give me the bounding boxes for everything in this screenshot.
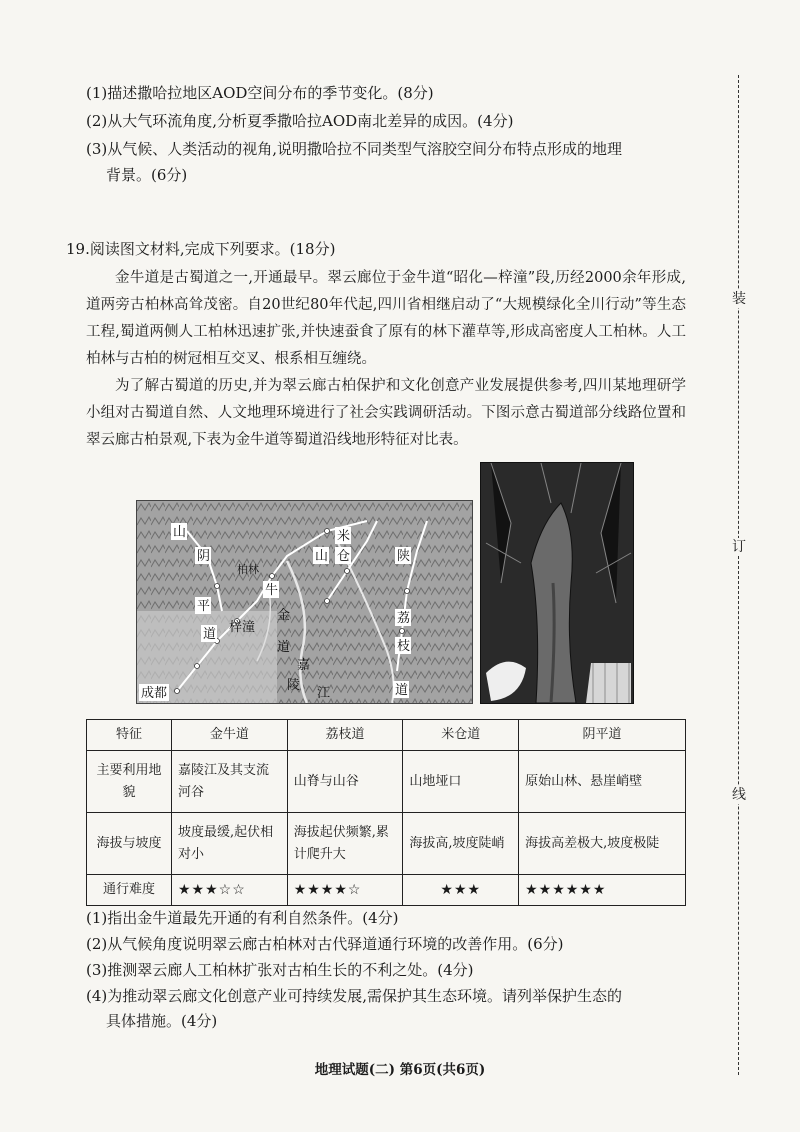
- map-label: 嘉: [297, 658, 311, 673]
- difficulty-stars: ★★★★★★: [519, 875, 686, 906]
- question-19-3: (3)推测翠云廊人工柏林扩张对古柏生长的不利之处。(4分): [86, 961, 474, 979]
- map-label: 道: [277, 640, 291, 655]
- table-header: 特征: [87, 720, 172, 751]
- table-header: 荔枝道: [287, 720, 403, 751]
- map-label: 枝: [397, 639, 411, 654]
- binding-dashed-line: [738, 75, 739, 1075]
- map-label: 米: [337, 529, 351, 544]
- table-row-label: 海拔与坡度: [87, 813, 172, 875]
- table-header: 阴平道: [519, 720, 686, 751]
- map-label: 荔: [397, 611, 411, 626]
- table-cell: 海拔起伏频繁,累计爬升大: [287, 813, 403, 875]
- question-top-3: (3)从气候、人类活动的视角,说明撒哈拉不同类型气溶胶空间分布特点形成的地理: [86, 140, 623, 158]
- table-cell: 坡度最缓,起伏相对小: [171, 813, 287, 875]
- table-header-row: [87, 720, 686, 751]
- table-cell: 海拔高,坡度陡峭: [403, 813, 519, 875]
- question-top-1: (1)描述撒哈拉地区AOD空间分布的季节变化。(8分): [86, 84, 434, 102]
- map-label: 平: [197, 599, 211, 614]
- question-19-4-cont: 具体措施。(4分): [106, 1012, 218, 1030]
- table-cell: 海拔高差极大,坡度极陡: [519, 813, 686, 875]
- map-label: 陕: [397, 549, 411, 564]
- table-row-label: 主要利用地貌: [87, 751, 172, 813]
- question-19-4: (4)为推动翠云廊文化创意产业可持续发展,需保护其生态环境。请列举保护生态的: [86, 987, 623, 1005]
- table-row: [87, 751, 686, 813]
- ancient-cypress-photo: [480, 462, 634, 704]
- map-label: 柏林: [237, 563, 259, 576]
- map-label: 山: [315, 549, 329, 564]
- table-row: [87, 875, 686, 906]
- map-label: 道: [203, 627, 217, 642]
- question-19-heading: 19.阅读图文材料,完成下列要求。(18分): [66, 240, 336, 258]
- table-cell: 原始山林、悬崖峭壁: [519, 751, 686, 813]
- map-label: 阴: [197, 549, 211, 564]
- difficulty-stars: ★★★★☆: [287, 875, 403, 906]
- map-label: 山: [173, 525, 187, 540]
- map-label: 江: [317, 686, 331, 701]
- binding-mark-xian: 线: [732, 787, 746, 803]
- table-cell: 山地垭口: [403, 751, 519, 813]
- map-graphic: [137, 501, 472, 703]
- table-header: 米仓道: [403, 720, 519, 751]
- map-label: 牛: [265, 583, 279, 598]
- question-19-1: (1)指出金牛道最先开通的有利自然条件。(4分): [86, 909, 399, 927]
- map-label: 道: [395, 683, 409, 698]
- question-19-2: (2)从气候角度说明翠云廊古柏林对古代驿道通行环境的改善作用。(6分): [86, 935, 564, 953]
- shu-road-map: [136, 500, 473, 704]
- table-header: 金牛道: [171, 720, 287, 751]
- question-top-3-cont: 背景。(6分): [106, 166, 188, 184]
- map-label: 仓: [337, 549, 351, 564]
- table-row-label: 通行难度: [87, 875, 172, 906]
- binding-mark-ding: 订: [732, 539, 746, 555]
- question-19-paragraph-1: 金牛道是古蜀道之一,开通最早。翠云廊位于金牛道“昭化—梓潼”段,历经2000余年形成,道两旁古柏林高耸茂密。自20世纪80年代起,四川省相继启动了“大规模绿化全川行动”等生态工程,蜀道两侧人工柏林迅速扩张,并快速蚕食了原有的林下灌草等,形成高密度人工柏林。人工柏林与古柏的树冠相互交叉、根系相互缠绕。: [86, 270, 686, 367]
- map-label: 金: [277, 608, 291, 623]
- question-19-paragraph-2: 为了解古蜀道的历史,并为翠云廊古柏保护和文化创意产业发展提供参考,四川某地理研学小组对古蜀道自然、人文地理环境进行了社会实践调研活动。下图示意古蜀道部分线路位置和翠云廊古柏景观,下表为金牛道等蜀道沿线地形特征对比表。: [86, 378, 686, 448]
- table-row: [87, 813, 686, 875]
- table-cell: 山脊与山谷: [287, 751, 403, 813]
- table-cell: 嘉陵江及其支流河谷: [171, 751, 287, 813]
- question-top-2: (2)从大气环流角度,分析夏季撒哈拉AOD南北差异的成因。(4分): [86, 112, 514, 130]
- difficulty-stars: ★★★: [403, 875, 519, 906]
- binding-mark-zhuang: 装: [732, 291, 746, 307]
- map-label: 成都: [141, 686, 168, 701]
- shu-road-terrain-table: [86, 719, 686, 906]
- cypress-photo-graphic: [481, 463, 633, 703]
- map-label: 梓潼: [229, 620, 256, 635]
- difficulty-stars: ★★★☆☆: [171, 875, 287, 906]
- map-label: 陵: [287, 678, 301, 693]
- page-footer: 地理试题(二) 第6页(共6页): [314, 1062, 486, 1078]
